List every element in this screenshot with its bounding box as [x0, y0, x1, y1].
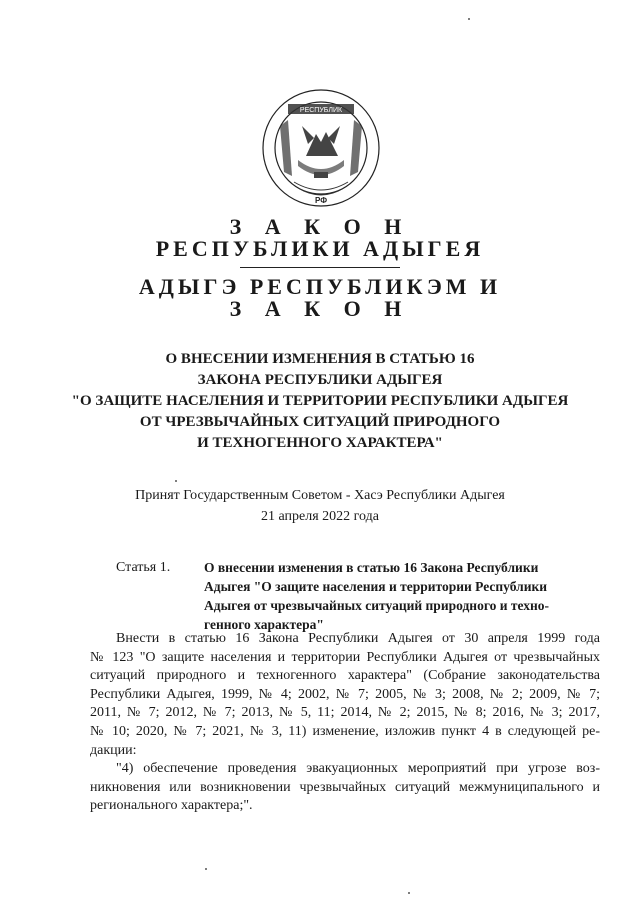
scan-speck [175, 480, 177, 482]
scan-speck [468, 18, 470, 20]
body-line: "4) обеспечение проведения эвакуационных мероприятий при угрозе воз- [116, 761, 600, 777]
body-line: дакции: [90, 742, 137, 758]
body-line: № 123 "О защите населения и территории Республики Адыгея от чрезвычайных [90, 649, 600, 665]
body-line: ситуаций природного и техногенного характера" (Собрание законодательства [90, 668, 600, 684]
title-divider [240, 267, 400, 268]
subject-line: О ВНЕСЕНИИ ИЗМЕНЕНИЯ В СТАТЬЮ 16 [165, 351, 475, 367]
adopted-by-line: Принят Государственным Советом - Хасэ Республики Адыгея [135, 488, 505, 503]
subject-line: ЗАКОНА РЕСПУБЛИКИ АДЫГЕЯ [197, 372, 443, 388]
title-respubliki-adygeya: РЕСПУБЛИКИ АДЫГЕЯ [155, 236, 485, 261]
article-title-line: Адыгея от чрезвычайных ситуаций природного и техно- [204, 598, 550, 613]
adopted-date: 21 апреля 2022 года [261, 509, 379, 524]
coat-of-arms-emblem [258, 86, 384, 210]
scan-speck [408, 892, 410, 894]
emblem-top-text: РЕСПУБЛИК [299, 107, 343, 114]
emblem-bottom-text: РФ [314, 196, 328, 205]
body-line: № 10; 2020, № 7; 2021, № 3, 11) изменение, изложив пункт 4 в следующей ре- [90, 723, 600, 739]
subject-line: ОТ ЧРЕЗВЫЧАЙНЫХ СИТУАЦИЙ ПРИРОДНОГО [139, 414, 501, 430]
scan-speck [205, 868, 207, 870]
subject-line: И ТЕХНОГЕННОГО ХАРАКТЕРА" [197, 435, 443, 451]
article-title [204, 558, 599, 634]
adoption-statement [0, 485, 640, 527]
article-title-line: Адыгея "О защите населения и территории Республики [204, 579, 548, 594]
article-label: Статья 1. [116, 560, 171, 575]
article-title-line: генного характера" [204, 617, 324, 632]
body-line: 2011, № 7; 2012, № 7; 2013, № 5, 11; 2014, № 2; 2015, № 8; 2016, № 3; 2017, [90, 705, 600, 721]
law-subject-heading [70, 349, 570, 454]
title-zakon: З А К О Н [229, 214, 411, 239]
title-zakon-adyge: З А К О Н [229, 296, 411, 321]
article-title-line: О внесении изменения в статью 16 Закона Республики [204, 560, 539, 575]
body-line: Внести в статью 16 Закона Республики Адыгея от 30 апреля 1999 года [116, 631, 600, 646]
body-line: Республики Адыгея, 1999, № 4; 2002, № 7; 2005, № 3; 2008, № 2; 2009, № 7; [90, 686, 600, 702]
body-line: регионального характера;". [90, 798, 253, 814]
subject-line: "О ЗАЩИТЕ НАСЕЛЕНИЯ И ТЕРРИТОРИИ РЕСПУБЛИКИ АДЫГЕЯ [71, 393, 569, 409]
body-line: никновения или возникновении чрезвычайных ситуаций межмуниципального и [90, 779, 600, 795]
title-adyge-line: АДЫГЭ РЕСПУБЛИКЭМ И [138, 274, 502, 299]
article-body [90, 630, 600, 816]
